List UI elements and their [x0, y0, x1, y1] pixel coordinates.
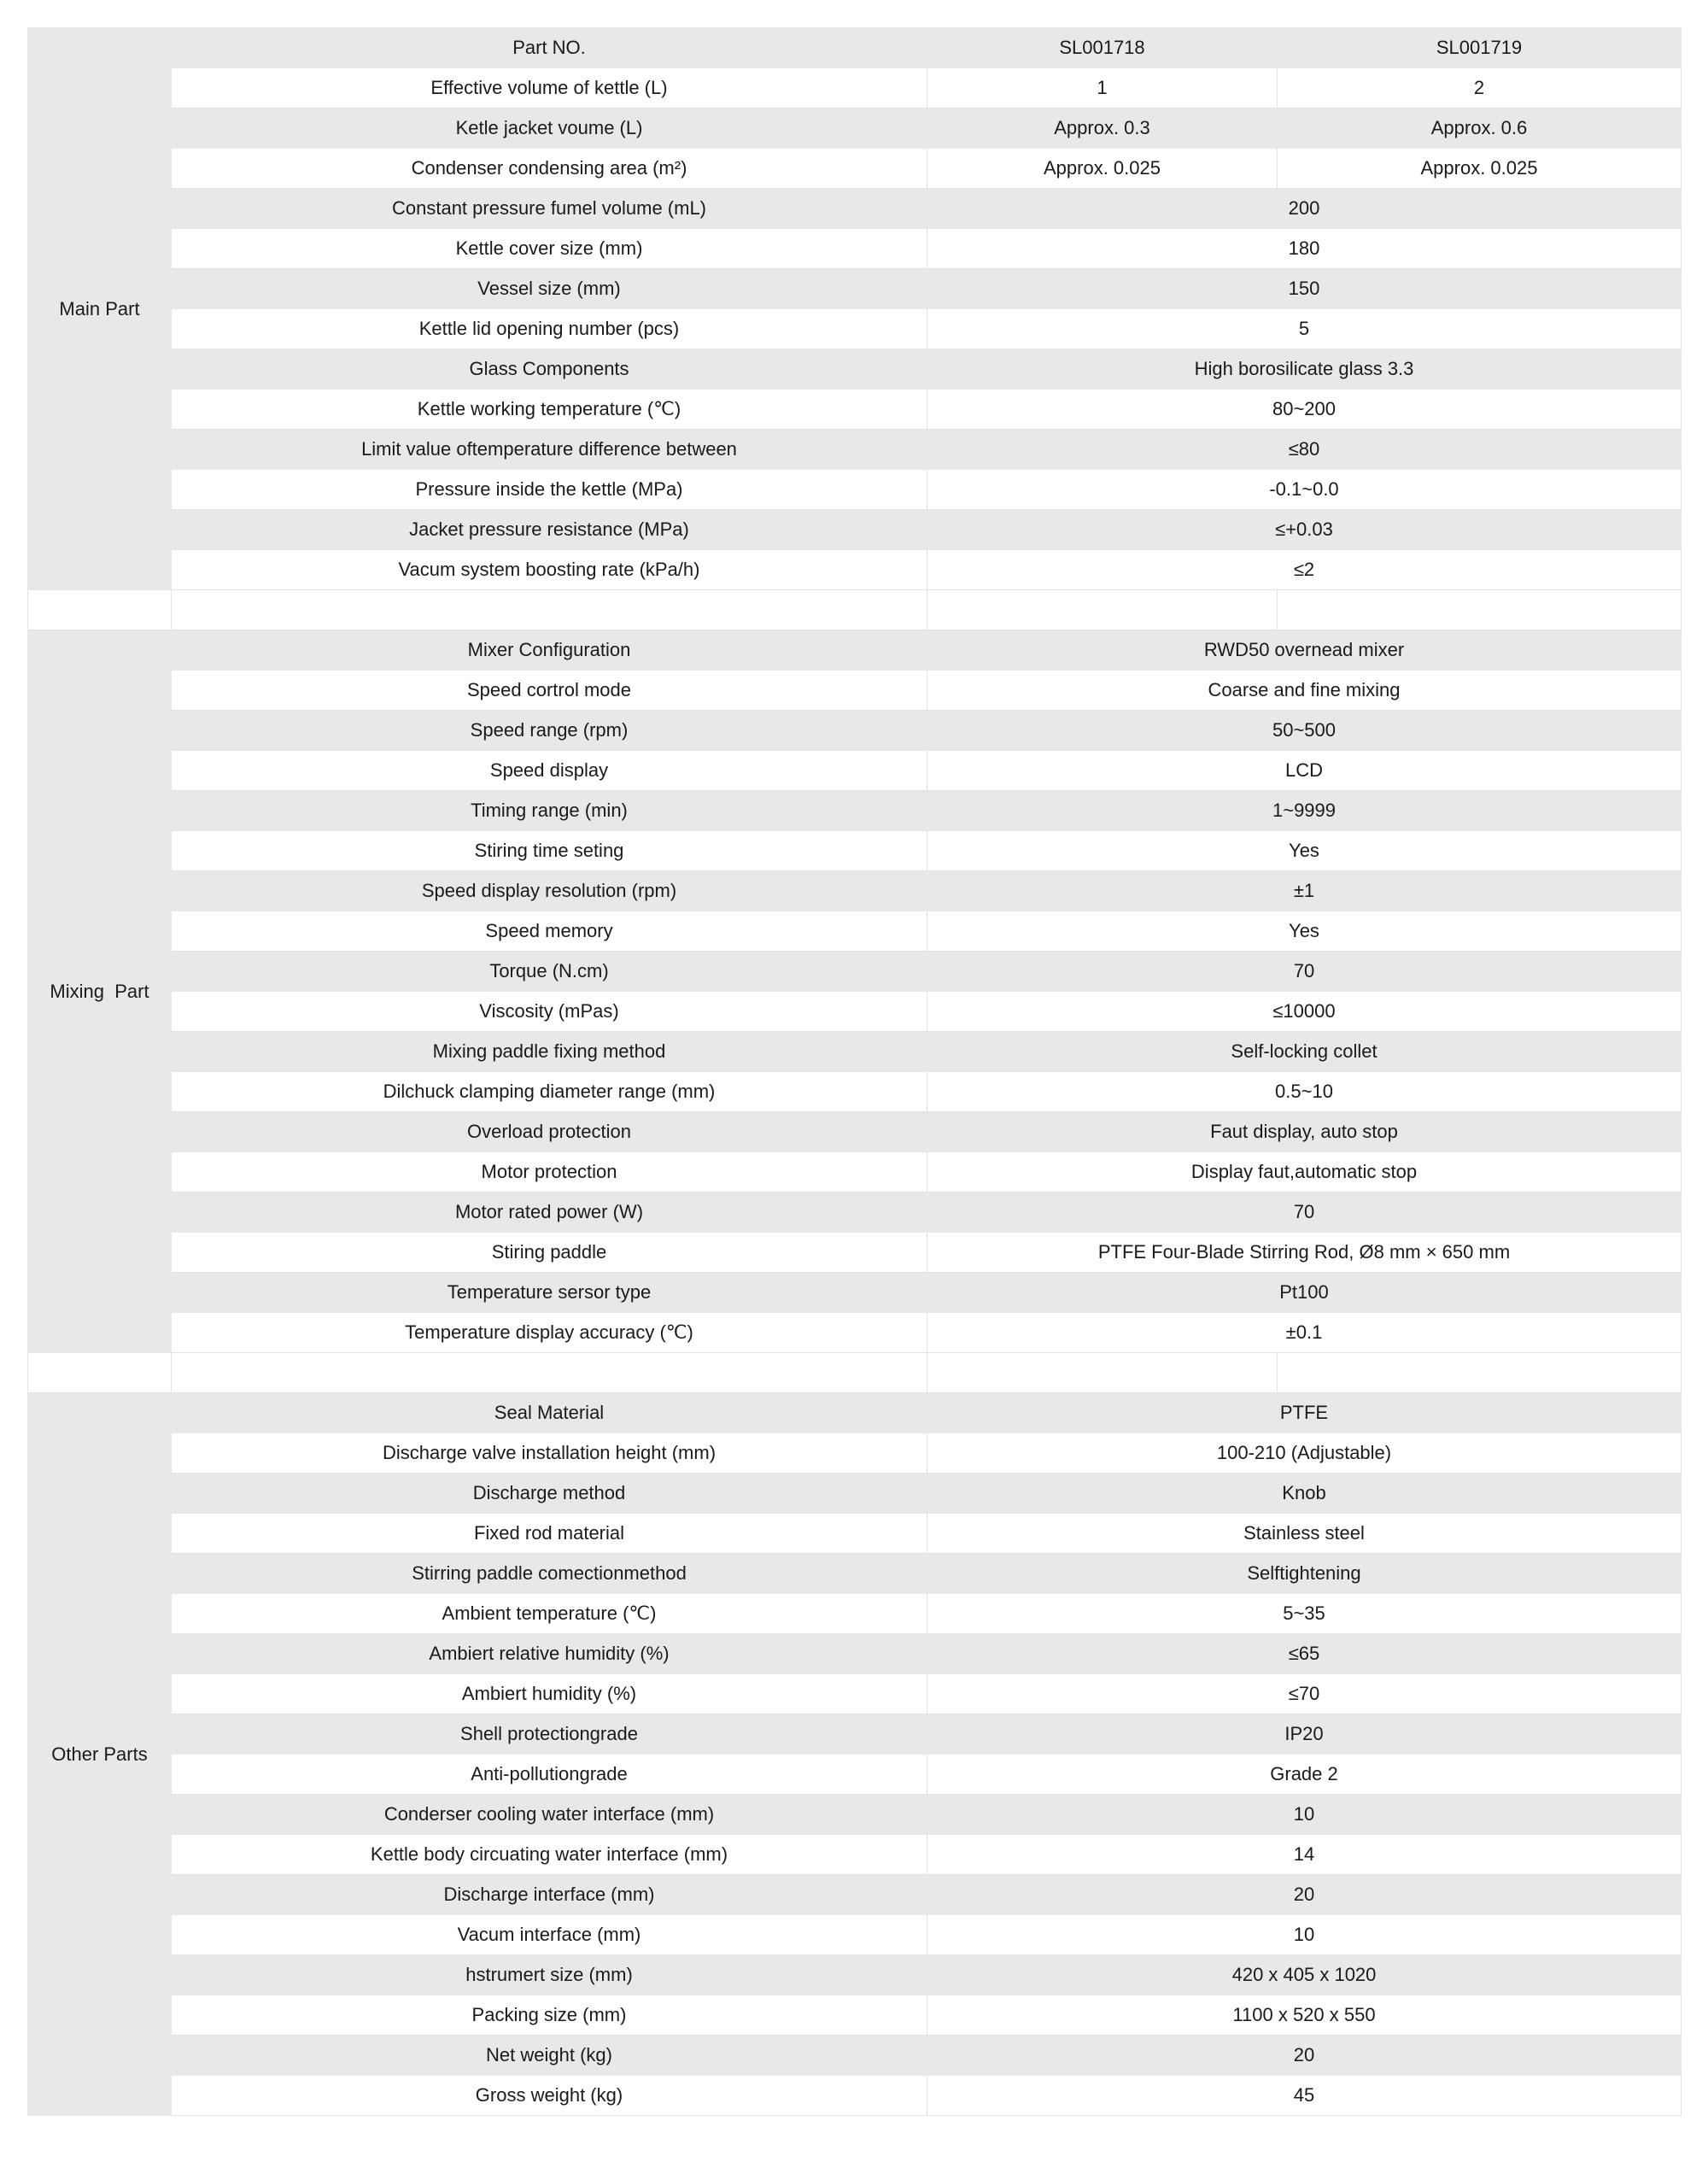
value-cell-merged: 20 [927, 2036, 1682, 2076]
parameter-name-cell: Torque (N.cm) [172, 952, 927, 992]
parameter-name-cell: Packing size (mm) [172, 1995, 927, 2036]
table-row [28, 1875, 1682, 1915]
parameter-name-cell: Seal Material [172, 1393, 927, 1433]
value-cell-merged: Selftightening [927, 1554, 1682, 1594]
parameter-name-cell: Ambient temperature (℃) [172, 1594, 927, 1634]
value-cell-merged: Yes [927, 831, 1682, 871]
table-row [28, 711, 1682, 751]
parameter-name-cell: Glass Components [172, 349, 927, 390]
table-row [28, 1032, 1682, 1072]
section-separator-row [28, 590, 1682, 630]
value-cell-merged: ≤2 [927, 550, 1682, 590]
parameter-name-cell: Speed display resolution (rpm) [172, 871, 927, 911]
value-cell-merged: 420 x 405 x 1020 [927, 1955, 1682, 1995]
parameter-name-cell: Gross weight (kg) [172, 2076, 927, 2116]
table-row [28, 1594, 1682, 1634]
parameter-name-cell: Kettle body circuating water interface (mm) [172, 1835, 927, 1875]
value-cell-merged: ≤70 [927, 1674, 1682, 1714]
value-cell-merged: PTFE Four-Blade Stirring Rod, Ø8 mm × 650 mm [927, 1233, 1682, 1273]
table-row [28, 189, 1682, 229]
table-row [28, 2036, 1682, 2076]
value-cell-model-1: Approx. 0.3 [927, 108, 1278, 149]
separator-cell [172, 1353, 927, 1393]
table-row [28, 28, 1682, 68]
value-cell-merged: 150 [927, 269, 1682, 309]
parameter-name-cell: Temperature display accuracy (℃) [172, 1313, 927, 1353]
table-row [28, 1152, 1682, 1192]
table-row [28, 952, 1682, 992]
parameter-name-cell: Kettle working temperature (℃) [172, 390, 927, 430]
value-cell-merged: Knob [927, 1474, 1682, 1514]
separator-cell [927, 590, 1278, 630]
value-cell-model-2: Approx. 0.6 [1278, 108, 1682, 149]
parameter-name-cell: Part NO. [172, 28, 927, 68]
value-cell-merged: 5~35 [927, 1594, 1682, 1634]
table-row [28, 1915, 1682, 1955]
separator-cell [1278, 590, 1682, 630]
table-row [28, 791, 1682, 831]
value-cell-merged: ≤65 [927, 1634, 1682, 1674]
parameter-name-cell: Discharge valve installation height (mm) [172, 1433, 927, 1474]
table-row [28, 1433, 1682, 1474]
table-row [28, 992, 1682, 1032]
parameter-name-cell: Motor protection [172, 1152, 927, 1192]
spec-table-body [28, 28, 1682, 2116]
table-row [28, 550, 1682, 590]
table-row [28, 229, 1682, 269]
table-row [28, 1072, 1682, 1112]
separator-cell [28, 1353, 172, 1393]
table-row [28, 1514, 1682, 1554]
value-cell-merged: Grade 2 [927, 1755, 1682, 1795]
table-row [28, 1233, 1682, 1273]
parameter-name-cell: Jacket pressure resistance (MPa) [172, 510, 927, 550]
parameter-name-cell: Constant pressure fumel volume (mL) [172, 189, 927, 229]
value-cell-merged: 0.5~10 [927, 1072, 1682, 1112]
value-cell-merged: High borosilicate glass 3.3 [927, 349, 1682, 390]
parameter-name-cell: Speed cortrol mode [172, 671, 927, 711]
parameter-name-cell: Effective volume of kettle (L) [172, 68, 927, 108]
table-row [28, 1112, 1682, 1152]
parameter-name-cell: Vacum system boosting rate (kPa/h) [172, 550, 927, 590]
parameter-name-cell: Fixed rod material [172, 1514, 927, 1554]
value-cell-merged: 10 [927, 1795, 1682, 1835]
parameter-name-cell: Motor rated power (W) [172, 1192, 927, 1233]
value-cell-merged: Self-locking collet [927, 1032, 1682, 1072]
value-cell-merged: 70 [927, 952, 1682, 992]
value-cell-model-1: SL001718 [927, 28, 1278, 68]
parameter-name-cell: Vessel size (mm) [172, 269, 927, 309]
table-row [28, 510, 1682, 550]
parameter-name-cell: Stiring time seting [172, 831, 927, 871]
value-cell-model-1: 1 [927, 68, 1278, 108]
value-cell-model-1: Approx. 0.025 [927, 149, 1278, 189]
table-row [28, 470, 1682, 510]
value-cell-merged: 100-210 (Adjustable) [927, 1433, 1682, 1474]
parameter-name-cell: hstrumert size (mm) [172, 1955, 927, 1995]
value-cell-merged: Stainless steel [927, 1514, 1682, 1554]
table-row [28, 831, 1682, 871]
parameter-name-cell: Stirring paddle comectionmethod [172, 1554, 927, 1594]
value-cell-merged: RWD50 overnead mixer [927, 630, 1682, 671]
parameter-name-cell: Kettle lid opening number (pcs) [172, 309, 927, 349]
value-cell-model-2: Approx. 0.025 [1278, 149, 1682, 189]
parameter-name-cell: Net weight (kg) [172, 2036, 927, 2076]
table-row [28, 68, 1682, 108]
value-cell-merged: ≤+0.03 [927, 510, 1682, 550]
parameter-name-cell: Vacum interface (mm) [172, 1915, 927, 1955]
value-cell-merged: ±0.1 [927, 1313, 1682, 1353]
table-row [28, 1955, 1682, 1995]
value-cell-merged: Coarse and fine mixing [927, 671, 1682, 711]
table-row [28, 911, 1682, 952]
table-row [28, 630, 1682, 671]
table-row [28, 1835, 1682, 1875]
table-row [28, 1474, 1682, 1514]
value-cell-merged: PTFE [927, 1393, 1682, 1433]
value-cell-merged: -0.1~0.0 [927, 470, 1682, 510]
table-row [28, 1995, 1682, 2036]
parameter-name-cell: Speed range (rpm) [172, 711, 927, 751]
value-cell-merged: 5 [927, 309, 1682, 349]
value-cell-merged: Pt100 [927, 1273, 1682, 1313]
parameter-name-cell: Shell protectiongrade [172, 1714, 927, 1755]
table-row [28, 309, 1682, 349]
section-label: Main Part [28, 28, 172, 590]
value-cell-model-2: 2 [1278, 68, 1682, 108]
parameter-name-cell: Temperature sersor type [172, 1273, 927, 1313]
parameter-name-cell: Conderser cooling water interface (mm) [172, 1795, 927, 1835]
table-row [28, 349, 1682, 390]
value-cell-merged: 14 [927, 1835, 1682, 1875]
table-row [28, 269, 1682, 309]
value-cell-merged: IP20 [927, 1714, 1682, 1755]
value-cell-model-2: SL001719 [1278, 28, 1682, 68]
parameter-name-cell: Speed memory [172, 911, 927, 952]
value-cell-merged: 45 [927, 2076, 1682, 2116]
section-separator-row [28, 1353, 1682, 1393]
parameter-name-cell: Overload protection [172, 1112, 927, 1152]
table-row [28, 1273, 1682, 1313]
value-cell-merged: 200 [927, 189, 1682, 229]
value-cell-merged: 50~500 [927, 711, 1682, 751]
parameter-name-cell: Ketle jacket voume (L) [172, 108, 927, 149]
parameter-name-cell: Viscosity (mPas) [172, 992, 927, 1032]
table-row [28, 149, 1682, 189]
value-cell-merged: ≤80 [927, 430, 1682, 470]
section-label: Mixing Part [28, 630, 172, 1353]
separator-cell [172, 590, 927, 630]
table-row [28, 1393, 1682, 1433]
table-row [28, 1755, 1682, 1795]
table-row [28, 2076, 1682, 2116]
parameter-name-cell: Limit value oftemperature difference between [172, 430, 927, 470]
value-cell-merged: ≤10000 [927, 992, 1682, 1032]
value-cell-merged: Faut display, auto stop [927, 1112, 1682, 1152]
value-cell-merged: 1100 x 520 x 550 [927, 1995, 1682, 2036]
separator-cell [28, 590, 172, 630]
value-cell-merged: Display faut,automatic stop [927, 1152, 1682, 1192]
parameter-name-cell: Stiring paddle [172, 1233, 927, 1273]
table-row [28, 1674, 1682, 1714]
parameter-name-cell: Condenser condensing area (m²) [172, 149, 927, 189]
parameter-name-cell: Anti-pollutiongrade [172, 1755, 927, 1795]
parameter-name-cell: Pressure inside the kettle (MPa) [172, 470, 927, 510]
table-row [28, 671, 1682, 711]
table-row [28, 1795, 1682, 1835]
table-row [28, 390, 1682, 430]
value-cell-merged: 1~9999 [927, 791, 1682, 831]
value-cell-merged: Yes [927, 911, 1682, 952]
table-row [28, 1313, 1682, 1353]
parameter-name-cell: Timing range (min) [172, 791, 927, 831]
value-cell-merged: 180 [927, 229, 1682, 269]
section-label: Other Parts [28, 1393, 172, 2116]
value-cell-merged: 80~200 [927, 390, 1682, 430]
table-row [28, 1192, 1682, 1233]
table-row [28, 430, 1682, 470]
parameter-name-cell: Ambiert humidity (%) [172, 1674, 927, 1714]
parameter-name-cell: Speed display [172, 751, 927, 791]
table-row [28, 1714, 1682, 1755]
parameter-name-cell: Mixing paddle fixing method [172, 1032, 927, 1072]
table-row [28, 751, 1682, 791]
value-cell-merged: ±1 [927, 871, 1682, 911]
parameter-name-cell: Kettle cover size (mm) [172, 229, 927, 269]
table-row [28, 871, 1682, 911]
value-cell-merged: 20 [927, 1875, 1682, 1915]
table-row [28, 1634, 1682, 1674]
parameter-name-cell: Mixer Configuration [172, 630, 927, 671]
parameter-name-cell: Discharge method [172, 1474, 927, 1514]
parameter-name-cell: Dilchuck clamping diameter range (mm) [172, 1072, 927, 1112]
spec-table [27, 27, 1682, 2116]
table-row [28, 1554, 1682, 1594]
table-row [28, 108, 1682, 149]
value-cell-merged: 70 [927, 1192, 1682, 1233]
separator-cell [1278, 1353, 1682, 1393]
separator-cell [927, 1353, 1278, 1393]
parameter-name-cell: Ambiert relative humidity (%) [172, 1634, 927, 1674]
parameter-name-cell: Discharge interface (mm) [172, 1875, 927, 1915]
value-cell-merged: 10 [927, 1915, 1682, 1955]
value-cell-merged: LCD [927, 751, 1682, 791]
